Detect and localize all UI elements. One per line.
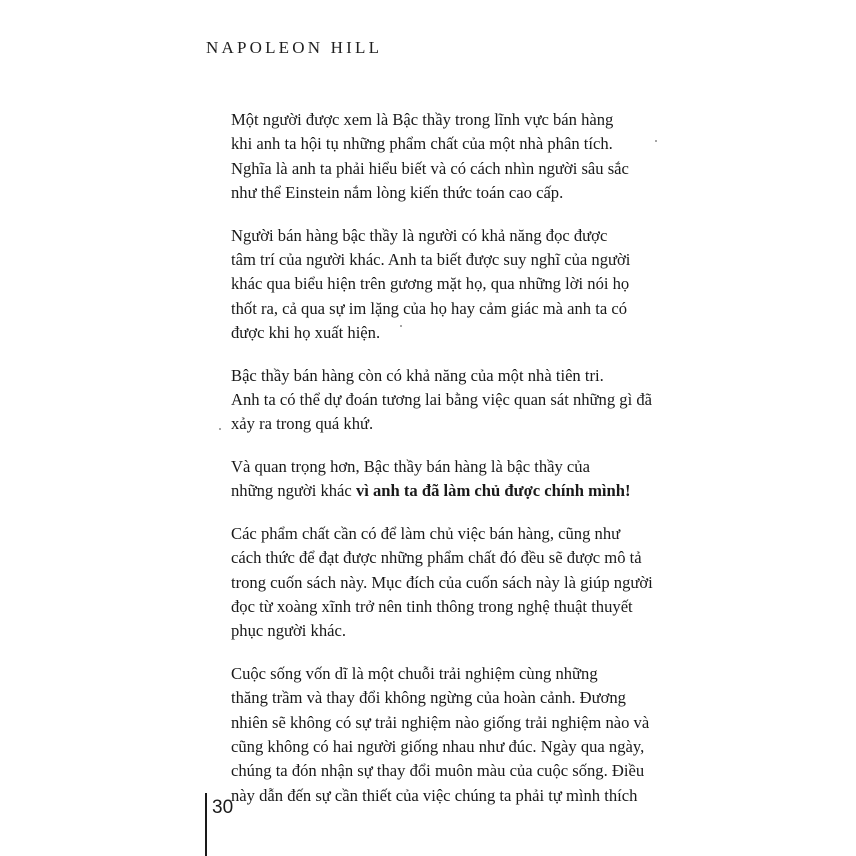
paragraph-6 [231, 662, 651, 808]
paragraph-line: Cuộc sống vốn dĩ là một chuỗi trải nghiệm cùng những [231, 663, 598, 683]
paragraph-line: Các phẩm chất cần có để làm chủ việc bán hàng, cũng như [231, 523, 621, 543]
paragraph-line: Bậc thầy bán hàng còn có khả năng của một nhà tiên tri. [231, 365, 604, 385]
paragraph-line: tâm trí của người khác. Anh ta biết được suy nghĩ của người [231, 250, 631, 270]
paragraph-line: xảy ra trong quá khứ. [231, 414, 374, 434]
print-speck [400, 325, 402, 327]
paragraph-line: này dẫn đến sự cần thiết của việc chúng ta phải tự mình thích [231, 785, 638, 805]
paragraph-line: Và quan trọng hơn, Bậc thầy bán hàng là bậc thầy của [231, 456, 590, 476]
paragraph-1 [231, 108, 651, 206]
print-speck [219, 428, 221, 430]
paragraph-5 [231, 522, 651, 644]
paragraph-line: khi anh ta hội tụ những phẩm chất của một nhà phân tích. [231, 134, 613, 154]
paragraph-line: Anh ta có thể dự đoán tương lai bằng việc quan sát những gì đã [231, 390, 653, 410]
paragraph-line: cũng không có hai người giống nhau như đúc. Ngày qua ngày, [231, 736, 645, 756]
paragraph-line: như thể Einstein nắm lòng kiến thức toán cao cấp. [231, 183, 564, 203]
page-number-rule [205, 793, 207, 856]
paragraph-line-mixed [231, 479, 651, 503]
paragraph-2 [231, 224, 651, 346]
paragraph-line: được khi họ xuất hiện. [231, 323, 381, 343]
paragraph-4 [231, 455, 651, 504]
page-number: 30 [212, 797, 234, 818]
running-header: NAPOLEON HILL [206, 38, 383, 57]
paragraph-line: trong cuốn sách này. Mục đích của cuốn sách này là giúp người [231, 572, 653, 592]
paragraph-line: cách thức để đạt được những phẩm chất đó đều sẽ được mô tả [231, 548, 642, 568]
paragraph-line: khác qua biểu hiện trên gương mặt họ, qua những lời nói họ [231, 274, 630, 294]
paragraph-3 [231, 364, 651, 437]
print-speck [655, 140, 657, 142]
regular-text: những người khác [231, 481, 356, 501]
paragraph-line: nhiên sẽ không có sự trải nghiệm nào giống trải nghiệm nào và [231, 712, 650, 732]
paragraph-line: đọc từ xoàng xĩnh trở nên tinh thông trong nghệ thuật thuyết [231, 596, 633, 616]
paragraph-line: Một người được xem là Bậc thầy trong lĩnh vực bán hàng [231, 110, 614, 129]
paragraph-line: thăng trầm và thay đổi không ngừng của hoàn cảnh. Đương [231, 688, 626, 708]
bold-emphasis-text: vì anh ta đã làm chủ được chính mình! [355, 481, 631, 501]
page-body [231, 108, 651, 826]
paragraph-line: thốt ra, cả qua sự im lặng của họ hay cảm giác mà anh ta có [231, 298, 628, 318]
paragraph-line: Nghĩa là anh ta phải hiểu biết và có cách nhìn người sâu sắc [231, 158, 629, 178]
paragraph-line: Người bán hàng bậc thầy là người có khả năng đọc được [231, 225, 608, 245]
paragraph-line: phục người khác. [231, 621, 346, 641]
paragraph-line: chúng ta đón nhận sự thay đổi muôn màu của cuộc sống. Điều [231, 761, 645, 781]
